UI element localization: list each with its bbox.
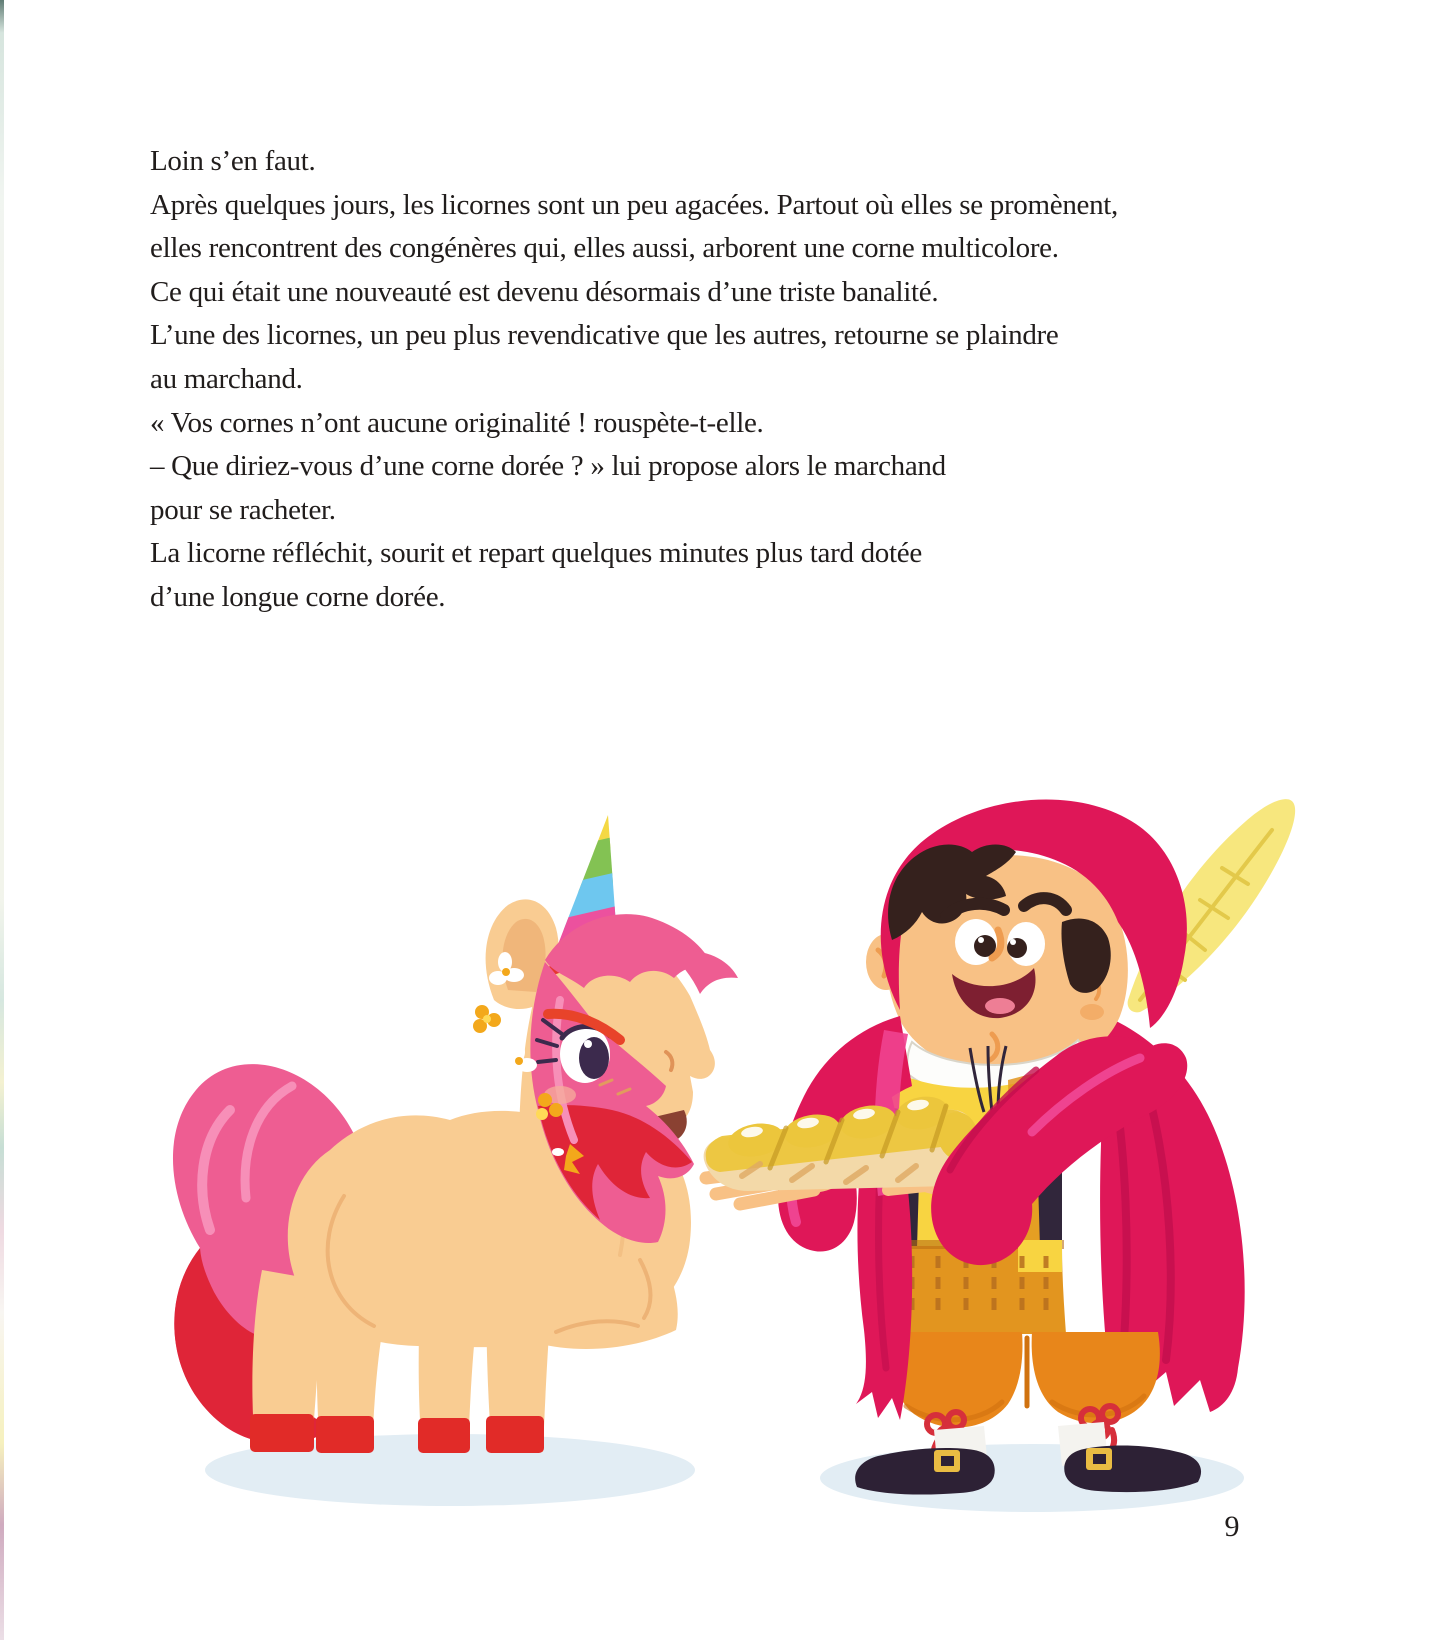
merchant-cheek-blush: [1080, 1004, 1104, 1020]
merchant-left-sleeve: [778, 1016, 912, 1420]
sparkle-icon: [678, 1278, 698, 1298]
story-line: Ce qui était une nouveauté est devenu désormais d’une triste banalité.: [150, 275, 939, 308]
story-line: d’une longue corne dorée.: [150, 580, 446, 613]
story-line: – Que diriez-vous d’une corne dorée ? » lui propose alors le marchand: [150, 450, 946, 483]
story-line: La licorne réfléchit, sourit et repart quelques minutes plus tard dotée: [150, 537, 922, 570]
story-line: elles rencontrent des congénères qui, elles aussi, arborent une corne multicolore.: [150, 232, 1059, 265]
story-line: pour se racheter.: [150, 493, 336, 526]
page-number: 9: [1224, 1510, 1240, 1543]
merchant-illustration: [704, 799, 1296, 1512]
merchant-head: [866, 800, 1187, 1075]
story-line: Après quelques jours, les licornes sont un peu agacées. Partout où elles se promènent,: [150, 188, 1119, 221]
story-line: au marchand.: [150, 362, 303, 395]
story-line: Loin s’en faut.: [150, 145, 316, 177]
story-line: « Vos cornes n’ont aucune originalité ! rouspète-t-elle.: [150, 406, 764, 439]
unicorn-illustration: [173, 771, 738, 1506]
story-line: L’une des licornes, un peu plus revendicative que les autres, retourne se plaindre: [150, 319, 1059, 352]
